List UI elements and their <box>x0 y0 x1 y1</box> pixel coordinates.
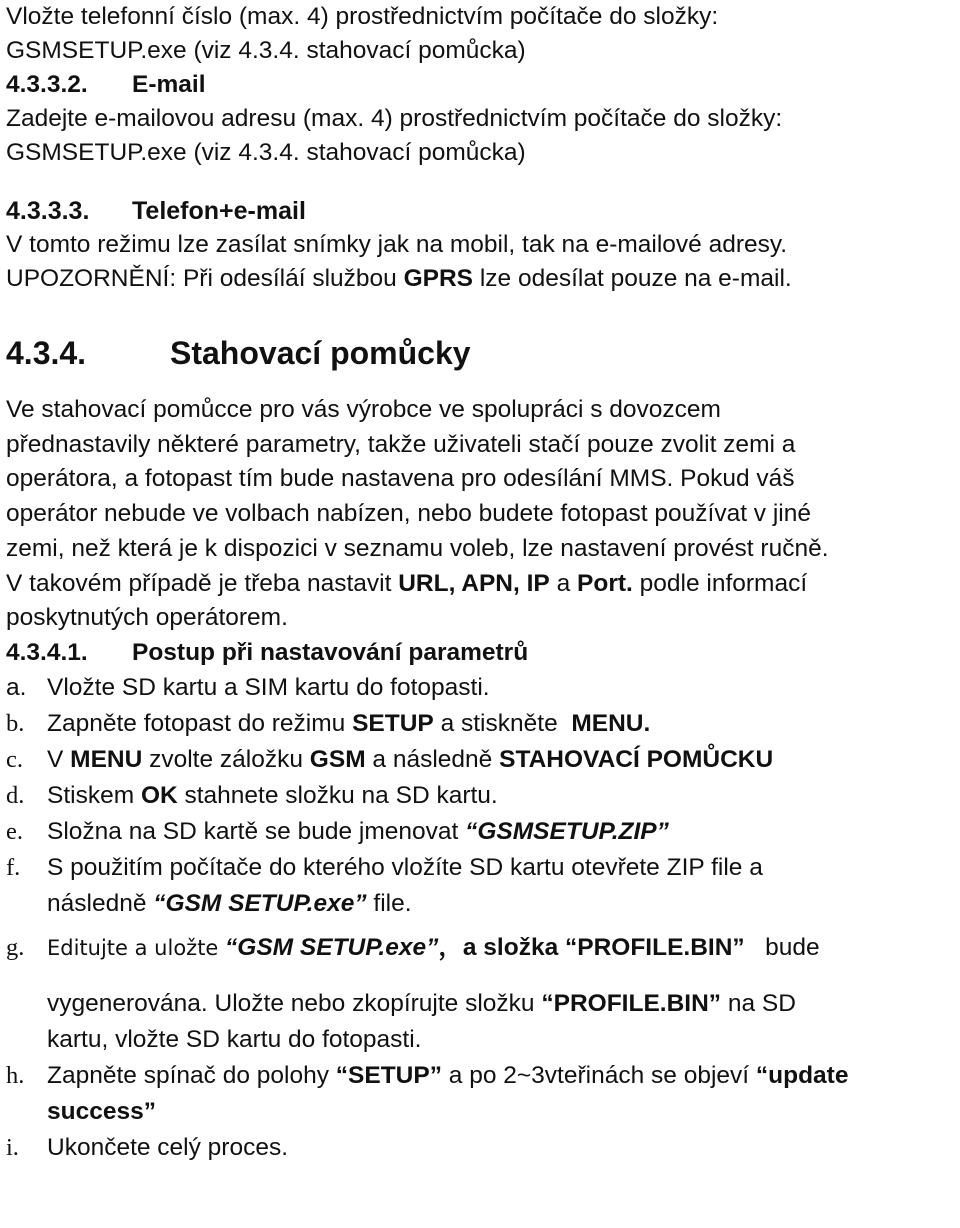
text-line: Vložte telefonní číslo (max. 4) prostřednictvím počítače do složky: <box>6 3 719 30</box>
list-marker: i. <box>6 1133 19 1161</box>
warning-text: UPOZORNĚNÍ: Při odesíláí službou <box>6 265 404 292</box>
section-title: Telefon+e-mail <box>132 197 306 225</box>
list-text <box>47 930 956 966</box>
text-line: GSMSETUP.exe (viz 4.3.4. stahovací pomůcka) <box>6 37 526 64</box>
text-span: file. <box>366 889 412 917</box>
bold-span: STAHOVACÍ POMŮCKU <box>499 745 774 773</box>
bold-span: “SETUP” <box>335 1061 442 1089</box>
list-item <box>6 814 956 850</box>
list-item <box>6 1130 956 1166</box>
list-marker: d. <box>6 781 25 809</box>
bold-span: SETUP <box>352 709 434 737</box>
bold-span: OK <box>140 781 178 809</box>
list-text <box>47 778 956 814</box>
list-text <box>47 850 956 922</box>
text-span: Editujte a uložte <box>47 935 226 960</box>
paragraph-line: operátora, a fotopast tím bude nastavena pro odesílání MMS. Pokud váš <box>6 465 795 493</box>
text-line: V tomto režimu lze zasílat snímky jak na mobil, tak na e-mailové adresy. <box>6 231 788 258</box>
text-span: Stiskem <box>47 781 141 809</box>
paragraph-line: Ve stahovací pomůcce pro vás výrobce ve spolupráci s dovozcem <box>6 396 721 423</box>
bold-italic-span: “GSM SETUP.exe” <box>225 933 439 961</box>
bold-span: success” <box>47 1097 156 1125</box>
paragraph-line: operátor nebude ve volbach nabízen, nebo budete fotopast používat v jiné <box>6 500 812 528</box>
list-continuation <box>6 986 956 1022</box>
list-marker: a. <box>6 673 27 701</box>
bold-span: MENU. <box>571 709 651 737</box>
text-span: Zapněte fotopast do režimu <box>47 709 353 737</box>
text-span: Složna na SD kartě se bude jmenovat <box>47 817 466 845</box>
list-text <box>47 742 956 778</box>
bold-span: GSM <box>309 745 366 773</box>
gprs-label: GPRS <box>403 265 474 292</box>
text-span: V takovém případě je třeba nastavit <box>6 569 399 597</box>
text-span: následně <box>47 889 154 917</box>
bold-span: URL, APN, IP <box>398 569 550 597</box>
bold-span: “update <box>755 1061 849 1089</box>
text-span: vygenerována. Uložte nebo zkopírujte složku <box>47 989 542 1017</box>
list-text <box>47 814 956 850</box>
list-item <box>6 670 956 706</box>
list-text <box>47 706 956 742</box>
list-marker: b. <box>6 709 25 737</box>
section-title: Postup při nastavování parametrů <box>132 638 529 666</box>
text-span: a <box>549 569 578 597</box>
list-item <box>6 706 956 742</box>
warning-text-end: lze odesílat pouze na e-mail. <box>473 265 792 292</box>
bold-span: MENU <box>70 745 143 773</box>
document-page <box>6 0 956 1166</box>
text-span: podle informací <box>632 569 808 597</box>
paragraph-line: poskytnutých operátorem. <box>6 604 288 632</box>
text-span: V <box>47 745 71 773</box>
paragraph-line: zemi, než která je k dispozici v seznamu voleb, lze nastavení provést ručně. <box>6 534 829 562</box>
text-span: a stiskněte <box>433 709 572 737</box>
list-item <box>6 778 956 814</box>
text-span: S použitím počítače do kterého vložíte SD kartu otevřete ZIP file a <box>47 853 763 881</box>
text-span: bude <box>744 933 820 961</box>
text-span: Zapněte spínač do polohy <box>47 1061 336 1089</box>
list-marker: h. <box>6 1061 25 1089</box>
bold-span: ，a složka “PROFILE.BIN” <box>438 933 745 961</box>
list-marker: c. <box>6 745 23 773</box>
list-text: Ukončete celý proces. <box>47 1133 289 1161</box>
list-item <box>6 850 956 922</box>
list-continuation: kartu, vložte SD kartu do fotopasti. <box>47 1025 422 1053</box>
paragraph-line: přednastavily některé parametry, takže uživateli stačí pouze zvolit zemi a <box>6 430 796 458</box>
section-number: 4.3.4. <box>6 335 87 371</box>
section-heading-4333 <box>6 194 956 228</box>
section-number: 4.3.4.1. <box>6 638 88 666</box>
text-span: stahnete složku na SD kartu. <box>177 781 498 809</box>
list-item <box>6 930 956 966</box>
section-heading-434 <box>6 333 956 373</box>
section-number: 4.3.3.2. <box>6 71 88 98</box>
bold-span: “PROFILE.BIN” <box>541 989 722 1017</box>
text-span: zvolte záložku <box>142 745 310 773</box>
list-text: Vložte SD kartu a SIM kartu do fotopasti. <box>47 673 490 701</box>
list-marker: f. <box>6 853 21 881</box>
section-title: E-mail <box>132 71 206 98</box>
paragraph-line <box>6 567 956 602</box>
text-span: na SD <box>721 989 796 1017</box>
list-item <box>6 1058 956 1130</box>
section-number: 4.3.3.3. <box>6 197 90 225</box>
list-marker: g. <box>6 933 25 961</box>
list-item <box>6 742 956 778</box>
text-span: a po 2~3vteřinách se objeví <box>441 1061 756 1089</box>
text-span: a následně <box>365 745 500 773</box>
section-heading-4341 <box>6 636 956 670</box>
text-line: GSMSETUP.exe (viz 4.3.4. stahovací pomůcka) <box>6 139 526 166</box>
bold-italic-span: “GSMSETUP.ZIP” <box>465 817 669 845</box>
section-title: Stahovací pomůcky <box>170 335 471 371</box>
bold-span: Port. <box>577 569 633 597</box>
text-line: Zadejte e-mailovou adresu (max. 4) prostřednictvím počítače do složky: <box>6 105 783 132</box>
section-heading-4332 <box>6 68 956 102</box>
text-line <box>6 262 956 296</box>
bold-italic-span: “GSM SETUP.exe” <box>153 889 367 917</box>
list-text <box>47 1058 956 1130</box>
list-marker: e. <box>6 817 23 845</box>
